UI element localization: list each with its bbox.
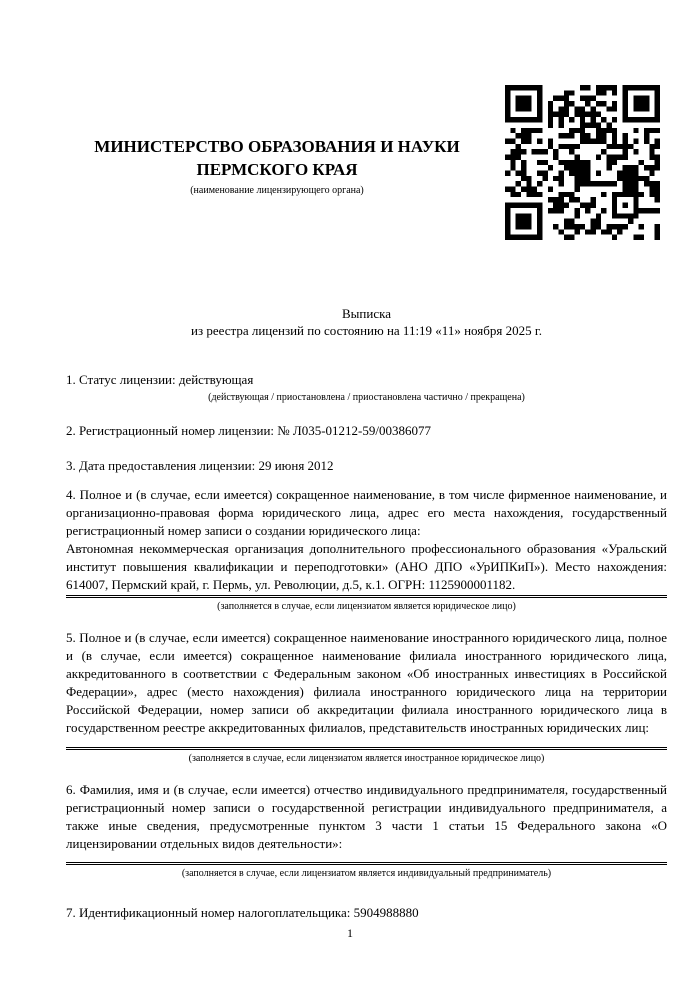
qr-code-icon xyxy=(505,85,660,240)
taxpayer-id-number: 7. Идентификационный номер налогоплательщика: 5904988880 xyxy=(66,905,419,920)
foreign-entity-caption: (заполняется в случае, если лицензиатом является иностранное юридическое лицо) xyxy=(188,753,545,764)
document-title xyxy=(66,305,667,339)
title-line1: Выписка xyxy=(342,306,391,321)
legal-entity-details: Автономная некоммерческая организация дополнительного профессионального образования «Уральский институт повышения квалификации и переподготовки» (АНО ДПО «УрИПКиП»). Место нахождения: 614007, Пермский край, г. Пермь, ул. Революции, д.5, к.1. ОГРН: 1125900001182. xyxy=(66,541,667,592)
license-status: 1. Статус лицензии: действующая xyxy=(66,372,254,387)
entrepreneur-divider xyxy=(66,862,667,865)
licensing-authority-header xyxy=(66,135,488,197)
license-grant-date: 3. Дата предоставления лицензии: 29 июня 2012 xyxy=(66,458,334,473)
authority-name-line1: МИНИСТЕРСТВО ОБРАЗОВАНИЯ И НАУКИ xyxy=(94,137,460,156)
legal-entity-caption: (заполняется в случае, если лицензиатом является юридическое лицо) xyxy=(217,601,516,612)
document-content xyxy=(0,135,700,922)
foreign-entity-divider xyxy=(66,747,667,750)
license-status-options-caption: (действующая / приостановлена / приостановлена частично / прекращена) xyxy=(208,392,525,403)
legal-entity-section-label: 4. Полное и (в случае, если имеется) сокращенное наименование, в том числе фирменное наименование, и организационно-правовая форма юридического лица, адрес его места нахождения, государственный регистрационный номер записи о создании юридического лица: xyxy=(66,487,667,538)
authority-name-caption: (наименование лицензирующего органа) xyxy=(190,185,364,196)
entrepreneur-section-label: 6. Фамилия, имя и (в случае, если имеется) отчество индивидуального предпринимателя, государственный регистрационный номер записи о государственной регистрации индивидуального предпринимателя, а также иные сведения, предусмотренные пунктом 3 части 1 статьи 15 Федерального закона «О лицензировании отдельных видов деятельности»: xyxy=(66,782,667,851)
legal-entity-divider xyxy=(66,595,667,598)
license-registration-number: 2. Регистрационный номер лицензии: № Л035-01212-59/00386077 xyxy=(66,423,432,438)
foreign-entity-section-label: 5. Полное и (в случае, если имеется) сокращенное наименование иностранного юридического лица, полное и (в случае, если имеется) сокращенное наименование филиала иностранного юридического лица, аккредитованного в соответствии с Федеральным законом «Об иностранных инвестициях в Российской Федерации», адрес (место нахождения) филиала иностранного юридического лица на территории Российской Федерации, номер записи об аккредитации филиала иностранного юридического лица в государственном реестре аккредитованных филиалов, представительств иностранных юридических лиц: xyxy=(66,630,667,735)
entrepreneur-caption: (заполняется в случае, если лицензиатом является индивидуальный предприниматель) xyxy=(181,868,552,879)
authority-name-line2: ПЕРМСКОГО КРАЯ xyxy=(196,160,358,179)
page-number: 1 xyxy=(347,926,353,940)
title-line2: из реестра лицензий по состоянию на 11:19 «11» ноября 2025 г. xyxy=(191,323,542,338)
